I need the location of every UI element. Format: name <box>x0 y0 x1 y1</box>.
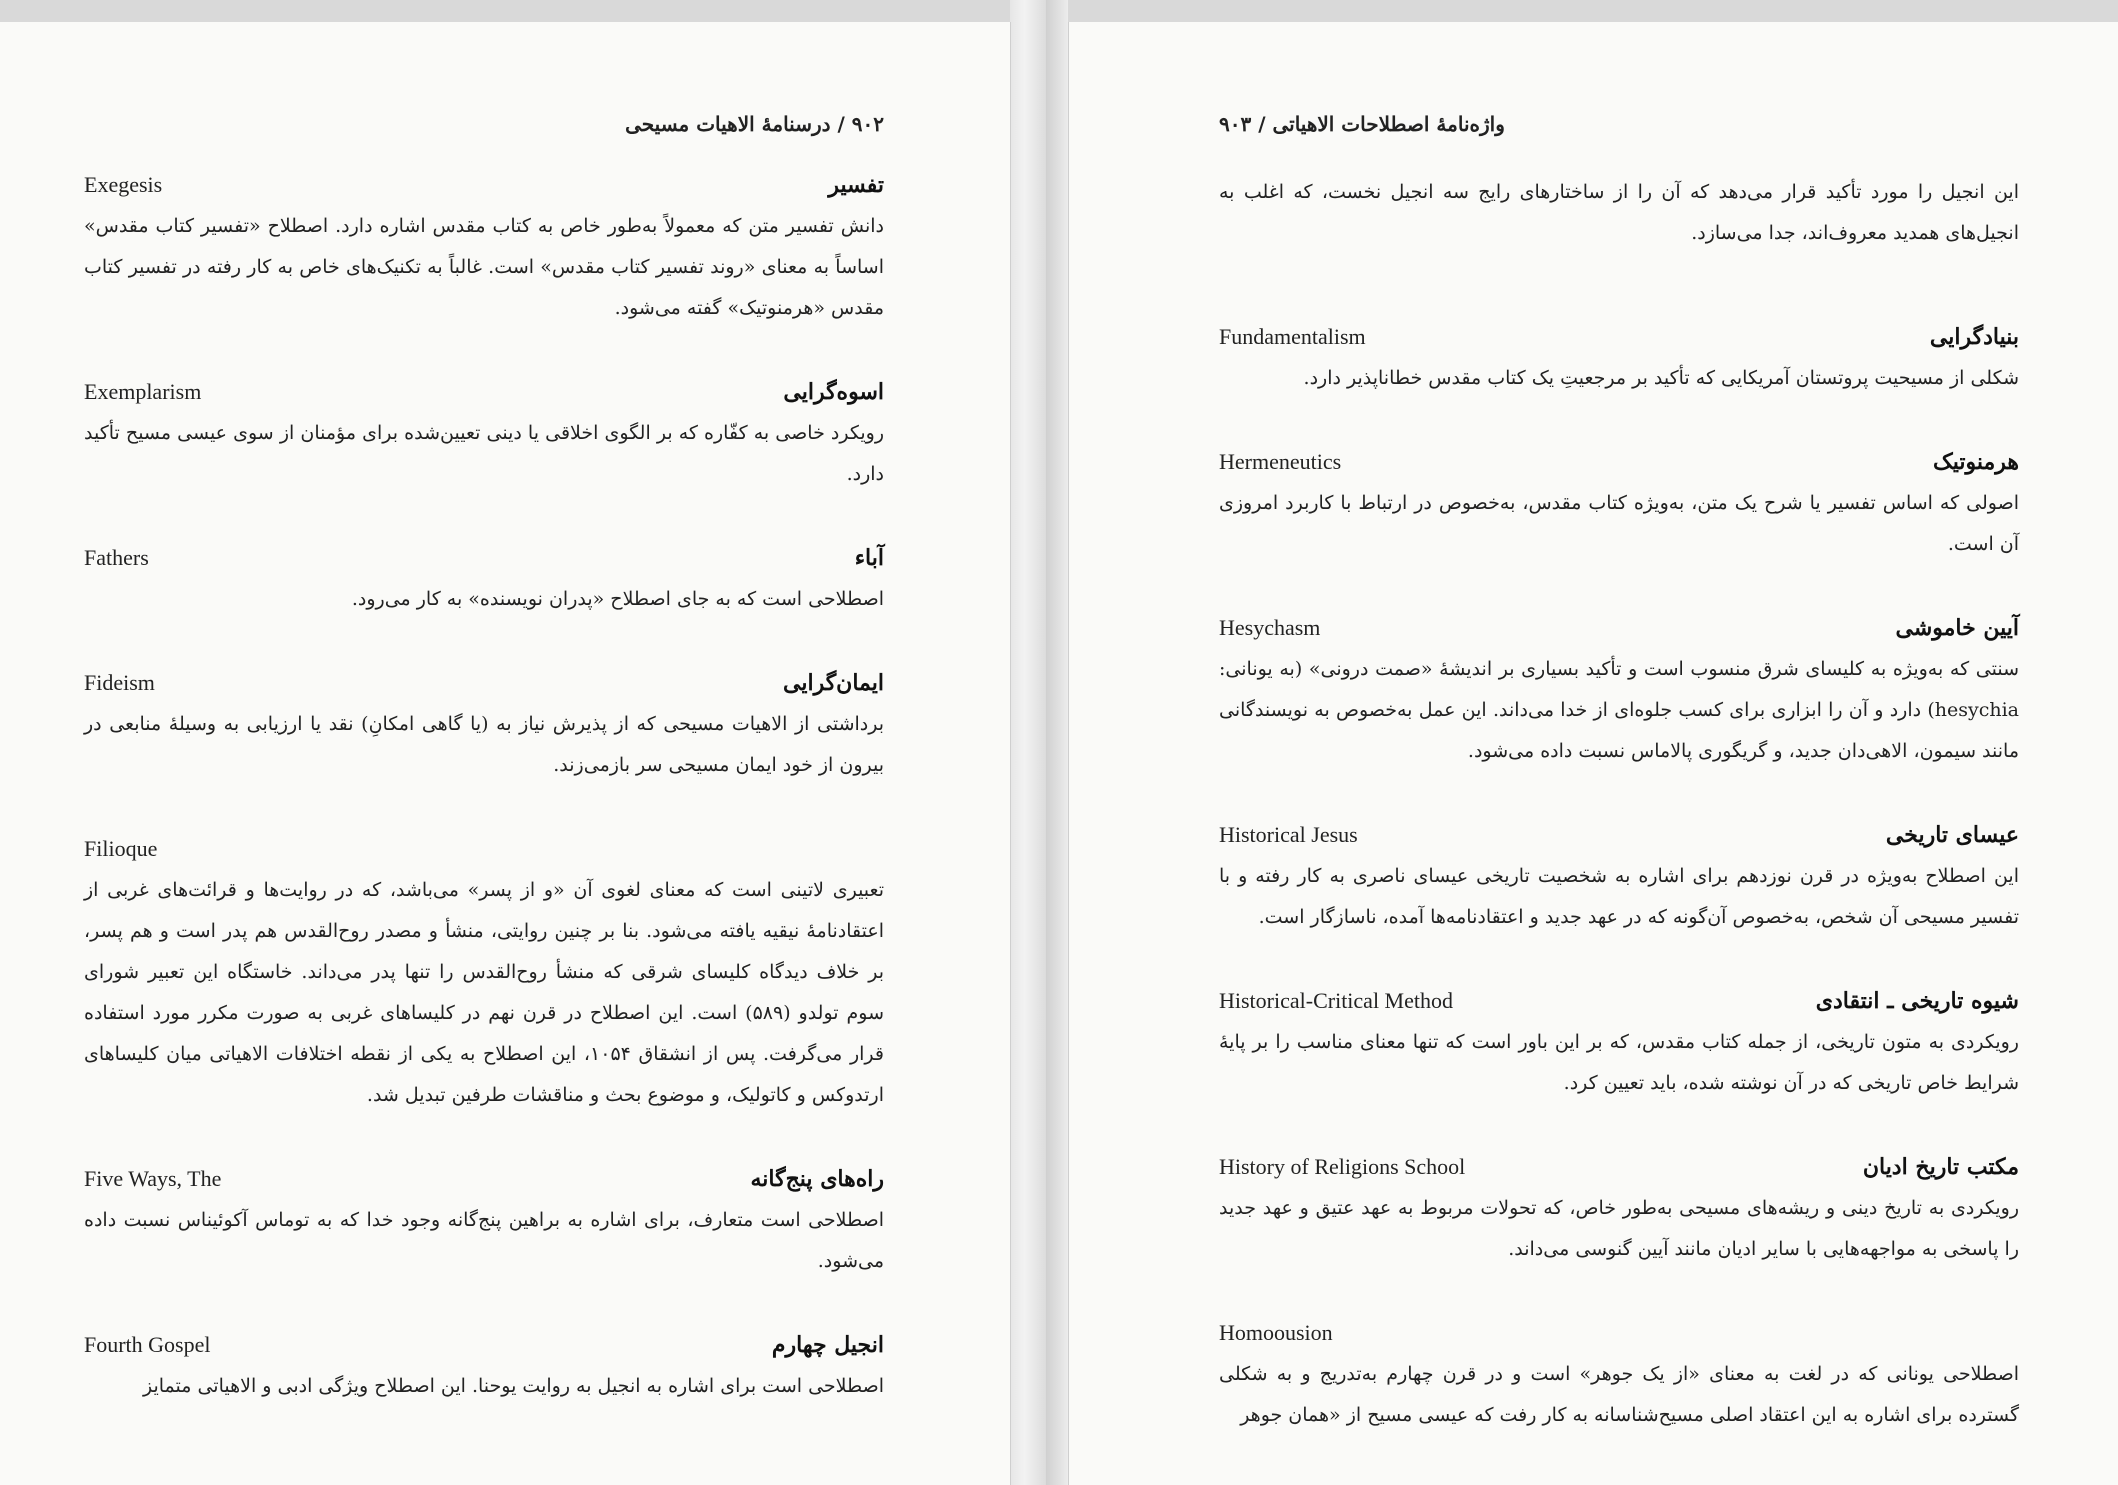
term-definition: شکلی از مسیحیت پروتستان آمریکایی که تأکید بر مرجعیتِ یک کتاب مقدس خطاناپذیر دارد. <box>1303 367 2019 389</box>
term-persian: مکتب تاریخ ادیان <box>1862 1154 2019 1180</box>
term-persian: تفسیر <box>828 172 884 198</box>
right-page-header: واژه‌نامهٔ اصطلاحات الاهیاتی / ۹۰۳ <box>1219 112 1505 136</box>
glossary-entry <box>1219 324 2019 399</box>
glossary-entry <box>1219 822 2019 938</box>
glossary-entry <box>84 670 884 786</box>
term-english: Exemplarism <box>84 379 202 404</box>
left-page <box>0 22 1011 1485</box>
term-definition: اصولی که اساس تفسیر یا شرح یک متن، به‌ویژه کتاب مقدس، به‌خصوص در ارتباط با کاربرد امروزی آن است. <box>1219 492 2019 555</box>
term-definition: اصطلاحی است متعارف، برای اشاره به براهین پنج‌گانه وجود خدا که به توماس آکوئیناس نسبت داده می‌شود. <box>84 1209 884 1272</box>
book-gutter-left <box>1010 0 1046 1485</box>
term-english: Historical-Critical Method <box>1219 988 1453 1013</box>
right-page-content <box>1219 172 2019 1485</box>
term-definition: سنتی که به‌ویژه به کلیسای شرق منسوب است و تأکید بسیاری بر اندیشهٔ «صمت درونی» (به یونانی: hesychia) دارد و آن را ابزاری برای کسب جلوه‌ای از خدا می‌داند. این عمل به‌خصوص به نویسندگانی مانند سیمون، الاهی‌دان جدید، و گریگوری پالاماس نسبت داده می‌شود. <box>1219 658 2019 762</box>
term-persian: اسوه‌گرایی <box>783 379 884 405</box>
term-definition: اصطلاحی است که به جای اصطلاح «پدران نویسنده» به کار می‌رود. <box>351 588 884 610</box>
glossary-entry <box>1219 1154 2019 1270</box>
term-definition: رویکردی به تاریخ دینی و ریشه‌های مسیحی به‌طور خاص، که تحولات مربوط به عهد عتیق و عهد جدید را پاسخی به مواجهه‌هایی با سایر ادیان مانند آیین گنوسی می‌داند. <box>1219 1197 2019 1260</box>
glossary-entry <box>1219 615 2019 772</box>
term-english: Fideism <box>84 670 155 695</box>
continued-paragraph: این انجیل را مورد تأکید قرار می‌دهد که آن را از ساختارهای رایج سه انجیل نخست، که اغلب به انجیل‌های همدید معروف‌اند، جدا می‌سازد. <box>1219 181 2019 244</box>
term-english: Exegesis <box>84 172 163 197</box>
term-english: Fathers <box>84 545 149 570</box>
term-persian: بنیادگرایی <box>1929 324 2019 350</box>
term-definition: دانش تفسیر متن که معمولاً به‌طور خاص به کتاب مقدس اشاره دارد. اصطلاح «تفسیر کتاب مقدس» اساساً به معنای «روند تفسیر کتاب مقدس» است. غالباً به تکنیک‌های خاص به کار رفته در تفسیر کتاب مقدس «هرمنوتیک» گفته می‌شود. <box>84 215 884 319</box>
term-persian: راه‌های پنج‌گانه <box>750 1166 884 1192</box>
term-persian: عیسای تاریخی <box>1885 822 2019 848</box>
term-persian: آیین خاموشی <box>1895 615 2019 641</box>
left-page-content <box>84 172 884 1457</box>
glossary-entry <box>84 545 884 620</box>
term-english: Homoousion <box>1219 1320 1333 1345</box>
glossary-entry <box>1219 988 2019 1104</box>
term-persian: انجیل چهارم <box>771 1332 884 1358</box>
term-definition: رویکردی به متون تاریخی، از جمله کتاب مقدس، که بر این باور است که تنها معنای مناسب را بر پایهٔ شرایط خاص تاریخی که در آن نوشته شده، باید تعیین کرد. <box>1219 1031 2019 1094</box>
term-english: History of Religions School <box>1219 1154 1466 1179</box>
term-english: Fundamentalism <box>1219 324 1366 349</box>
term-english: Historical Jesus <box>1219 822 1358 847</box>
left-page-header: ۹۰۲ / درسنامهٔ الاهیات مسیحی <box>625 112 884 136</box>
term-definition: تعبیری لاتینی است که معنای لغوی آن «و از پسر» می‌باشد، که در روایت‌ها و قرائت‌های غربی از اعتقادنامهٔ نیقیه یافته می‌شود. بنا بر چنین روایتی، منشأ و مصدر روح‌القدس هم پدر است و هم پسر، بر خلاف دیدگاه کلیسای شرقی که منشأ روح‌القدس را تنها پدر می‌داند. خاستگاه این تعبیر شورای سوم تولدو (۵۸۹) است. این اصطلاح در قرن نهم در کلیساهای غربی به صورت مکرر مورد استفاده قرار می‌گرفت. پس از انشقاق ۱۰۵۴، این اصطلاح به یکی از نقطه اختلافات الاهیاتی میان کلیساهای ارتدوکس و کاتولیک، و موضوع بحث و مناقشات طرفین تبدیل شد. <box>84 879 884 1106</box>
term-persian: آباء <box>854 545 884 571</box>
term-definition: اصطلاحی است برای اشاره به انجیل به روایت یوحنا. این اصطلاح ویژگی ادبی و الاهیاتی متمایز <box>142 1375 884 1397</box>
term-english: Filioque <box>84 836 158 861</box>
term-definition: اصطلاحی یونانی که در لغت به معنای «از یک جوهر» است و در قرن چهارم به‌تدریج و به شکلی گسترده برای اشاره به این اعتقاد اصلی مسیح‌شناسانه به کار رفت که عیسی مسیح از «همان جوهر <box>1219 1363 2019 1426</box>
term-english: Five Ways, The <box>84 1166 222 1191</box>
right-page <box>1068 22 2118 1485</box>
term-definition: رویکرد خاصی به کفّاره که بر الگوی اخلاقی یا دینی تعیین‌شده برای مؤمنان از سوی عیسی مسیح تأکید دارد. <box>84 422 884 485</box>
glossary-entry <box>84 1166 884 1282</box>
glossary-entry <box>84 836 884 1116</box>
glossary-entry <box>1219 449 2019 565</box>
term-persian: ایمان‌گرایی <box>783 670 884 696</box>
book-gutter-right <box>1046 0 1068 1485</box>
glossary-entry <box>84 379 884 495</box>
term-definition: این اصطلاح به‌ویژه در قرن نوزدهم برای اشاره به شخصیت تاریخی عیسای ناصری به کار رفته و با تفسیر مسیحی آن شخص، به‌خصوص آن‌گونه که در عهد جدید و اعتقادنامه‌ها آمده، ناسازگار است. <box>1219 865 2019 928</box>
term-persian: شیوه تاریخی ـ انتقادی <box>1815 988 2019 1014</box>
term-english: Hesychasm <box>1219 615 1321 640</box>
term-persian: هرمنوتیک <box>1933 449 2019 475</box>
glossary-entry <box>84 1332 884 1407</box>
term-definition: برداشتی از الاهیات مسیحی که از پذیرش نیاز به (یا گاهی امکانِ) نقد یا ارزیابی به وسیلهٔ منابعی در بیرون از خود ایمان مسیحی سر بازمی‌زند. <box>84 713 884 776</box>
glossary-entry <box>84 172 884 329</box>
term-english: Hermeneutics <box>1219 449 1342 474</box>
glossary-entry <box>1219 1320 2019 1436</box>
term-english: Fourth Gospel <box>84 1332 211 1357</box>
